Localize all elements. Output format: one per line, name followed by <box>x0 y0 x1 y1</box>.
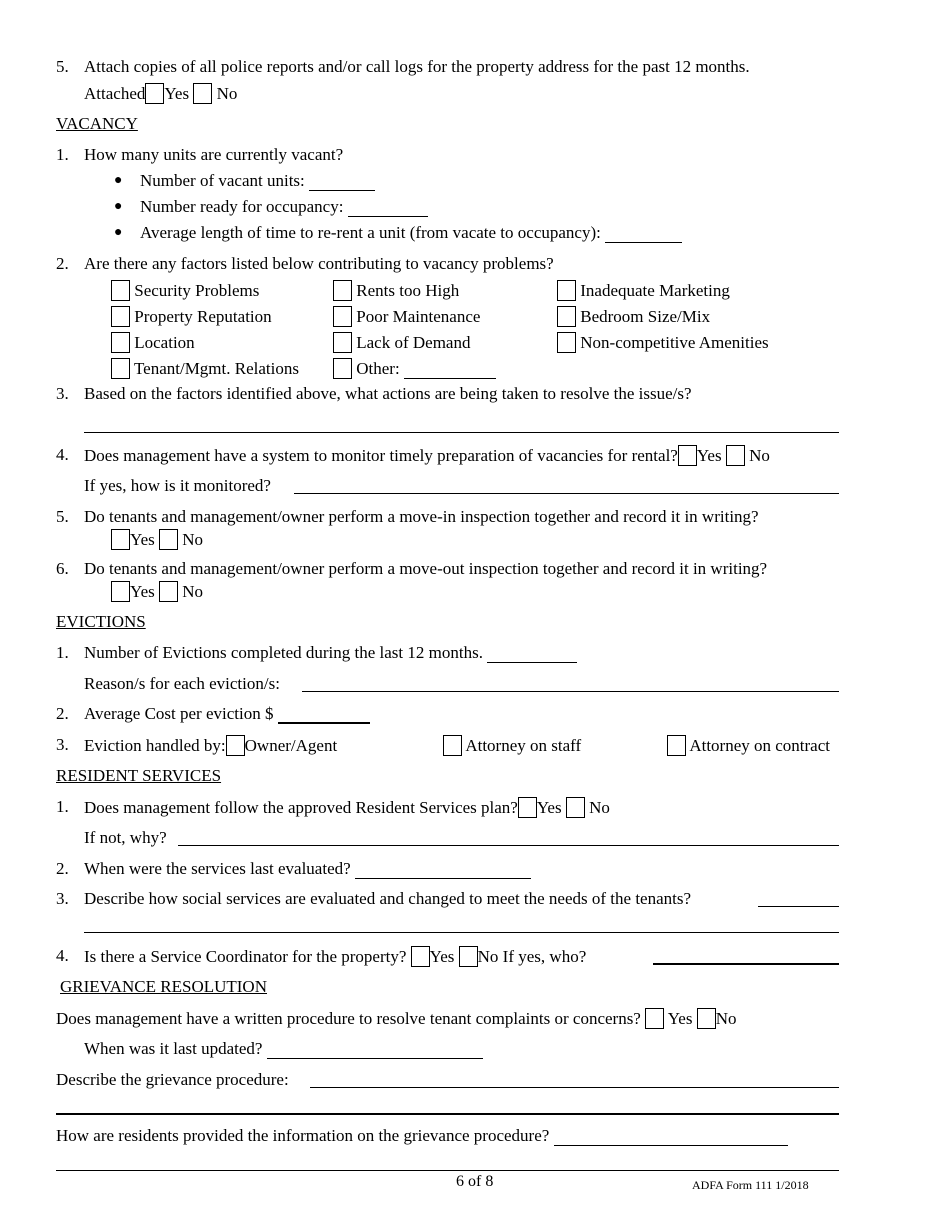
page-number: 6 of 8 <box>456 1173 494 1190</box>
factor-location[interactable] <box>111 332 195 353</box>
checkbox[interactable] <box>333 280 352 301</box>
item-number: 3. <box>56 889 69 908</box>
item-number: 3. <box>56 735 69 754</box>
attorney-staff-checkbox[interactable] <box>443 735 462 756</box>
if-not-why-field[interactable] <box>178 845 839 846</box>
grievance-describe-field[interactable] <box>310 1087 839 1088</box>
grievance-updated-field[interactable] <box>267 1042 483 1059</box>
checkbox[interactable] <box>333 332 352 353</box>
checkbox[interactable] <box>557 332 576 353</box>
factor-security[interactable] <box>111 280 259 301</box>
rerent-time-label: Average length of time to re-rent a unit (from vacate to occupancy): <box>140 223 601 242</box>
attached-no-checkbox[interactable] <box>193 83 212 104</box>
eviction-cost-field[interactable] <box>278 706 370 724</box>
factor-other[interactable] <box>333 358 496 379</box>
item-number: 2. <box>56 254 69 273</box>
grievance-yes-checkbox[interactable] <box>645 1008 664 1029</box>
vacancy-q5-text: Do tenants and management/owner perform a move-in inspection together and record it in writing? <box>84 507 759 526</box>
resident-q4-text: Is there a Service Coordinator for the property? <box>84 947 407 966</box>
other-field[interactable] <box>404 362 496 379</box>
handled-by-text: Eviction handled by: <box>84 736 226 755</box>
resident-q3-text: Describe how social services are evaluated and changed to meet the needs of the tenants? <box>84 889 692 908</box>
factor-reputation[interactable] <box>111 306 272 327</box>
grievance-q1-text: Does management have a written procedure to resolve tenant complaints or concerns? <box>56 1009 641 1028</box>
factor-label: Lack of Demand <box>356 333 471 352</box>
yes-label: Yes <box>696 446 722 465</box>
evictions-count-field[interactable] <box>487 646 577 663</box>
owner-agent-label: Owner/Agent <box>244 736 338 755</box>
factor-relations[interactable] <box>111 358 299 379</box>
monitored-field[interactable] <box>294 493 839 494</box>
checkbox[interactable] <box>557 280 576 301</box>
evictions-q1-text: Number of Evictions completed during the last 12 months. <box>84 643 483 662</box>
vacancy-q4-row <box>84 445 770 466</box>
no-label: No <box>182 582 204 601</box>
section-heading-vacancy: VACANCY <box>56 114 138 133</box>
grievance-how-label: How are residents provided the information on the grievance procedure? <box>56 1126 550 1145</box>
resident-q4-row <box>84 946 586 967</box>
rs-no-checkbox[interactable] <box>566 797 585 818</box>
resident-q1-row <box>84 797 610 818</box>
grievance-updated-label: When was it last updated? <box>84 1039 263 1058</box>
grievance-q1-row <box>56 1008 737 1029</box>
item-number: 5. <box>56 57 69 76</box>
factor-label: Bedroom Size/Mix <box>580 307 711 326</box>
eviction-handled-label <box>84 735 337 756</box>
eviction-reason-label: Reason/s for each eviction/s: <box>84 674 280 693</box>
factor-label: Rents too High <box>356 281 460 300</box>
factor-label: Non-competitive Amenities <box>580 333 769 352</box>
item-number: 2. <box>56 704 69 723</box>
rerent-time-row <box>140 223 682 243</box>
factor-amenities[interactable] <box>557 332 769 353</box>
q6-yes-checkbox[interactable] <box>111 581 130 602</box>
item-number: 1. <box>56 145 69 164</box>
attorney-staff-option[interactable] <box>443 735 581 756</box>
factor-demand[interactable] <box>333 332 470 353</box>
no-label: No <box>749 446 770 465</box>
evictions-q1-row <box>84 643 577 663</box>
describe-field-start[interactable] <box>758 906 839 907</box>
grievance-how-row <box>56 1126 788 1146</box>
vacant-units-row <box>140 171 375 191</box>
factor-label: Inadequate Marketing <box>580 281 730 300</box>
q4-no-checkbox[interactable] <box>726 445 745 466</box>
vacancy-q2-text: Are there any factors listed below contributing to vacancy problems? <box>84 254 554 273</box>
factor-label: Other: <box>356 359 400 378</box>
q6-no-checkbox[interactable] <box>159 581 178 602</box>
grievance-how-field[interactable] <box>554 1129 788 1146</box>
eviction-cost-label: Average Cost per eviction $ <box>84 704 274 723</box>
q5-options <box>111 529 203 550</box>
item-number: 1. <box>56 643 69 662</box>
resident-q2-text: When were the services last evaluated? <box>84 859 351 878</box>
checkbox[interactable] <box>557 306 576 327</box>
section-heading-evictions: EVICTIONS <box>56 612 146 631</box>
if-not-why-label: If not, why? <box>84 828 167 847</box>
form-id: ADFA Form 111 1/2018 <box>692 1178 809 1192</box>
footer-rule <box>56 1170 839 1171</box>
resident-q2-row <box>84 859 531 879</box>
factor-label: Property Reputation <box>134 307 272 326</box>
attorney-contract-checkbox[interactable] <box>667 735 686 756</box>
vacancy-q3-text: Based on the factors identified above, what actions are being taken to resolve the issue/s? <box>84 384 692 403</box>
grievance-describe-label: Describe the grievance procedure: <box>56 1070 289 1089</box>
item-number: 6. <box>56 559 69 578</box>
factor-maintenance[interactable] <box>333 306 480 327</box>
ready-occupancy-label: Number ready for occupancy: <box>140 197 344 216</box>
item-number: 3. <box>56 384 69 403</box>
bullet-icon: ● <box>114 199 123 214</box>
bullet-icon: ● <box>114 173 123 188</box>
bullet-icon: ● <box>114 225 123 240</box>
checkbox[interactable] <box>333 306 352 327</box>
grievance-updated-row <box>84 1039 483 1059</box>
factor-rents[interactable] <box>333 280 459 301</box>
no-label: No <box>182 530 204 549</box>
factor-label: Security Problems <box>134 281 260 300</box>
attorney-contract-label: Attorney on contract <box>689 736 830 755</box>
police-reports-question: Attach copies of all police reports and/or call logs for the property address for the past 12 months. <box>84 57 750 76</box>
no-label: No <box>715 1009 737 1028</box>
coordinator-who-field[interactable] <box>653 963 839 965</box>
rerent-time-field[interactable] <box>605 226 682 243</box>
no-label: No <box>216 84 238 103</box>
q6-options <box>111 581 203 602</box>
item-number: 4. <box>56 445 69 464</box>
vacancy-q4-text: Does management have a system to monitor timely preparation of vacancies for rental? <box>84 446 678 465</box>
no-label: No <box>589 798 610 817</box>
item-number: 4. <box>56 946 69 965</box>
rs-yes-checkbox[interactable] <box>518 797 537 818</box>
yes-label: Yes <box>130 582 155 601</box>
yes-label: Yes <box>429 947 455 966</box>
ready-occupancy-field[interactable] <box>348 200 428 217</box>
attorney-staff-label: Attorney on staff <box>465 736 582 755</box>
resident-q1-text: Does management follow the approved Resident Services plan? <box>84 798 518 817</box>
vacancy-q6-text: Do tenants and management/owner perform a move-out inspection together and record it in writing? <box>84 559 768 578</box>
vacant-units-field[interactable] <box>309 174 375 191</box>
yes-label: Yes <box>667 1009 693 1028</box>
attached-label: Attached <box>84 84 146 103</box>
no-if-yes-who-label: No If yes, who? <box>477 947 587 966</box>
q5-no-checkbox[interactable] <box>159 529 178 550</box>
q4-yes-checkbox[interactable] <box>678 445 697 466</box>
grievance-describe-line[interactable] <box>56 1113 839 1115</box>
yes-label: Yes <box>130 530 155 549</box>
q5-yes-checkbox[interactable] <box>111 529 130 550</box>
yes-label: Yes <box>164 84 190 103</box>
eviction-reason-field[interactable] <box>302 691 839 692</box>
factor-label: Tenant/Mgmt. Relations <box>133 359 299 378</box>
describe-field-line[interactable] <box>84 932 839 933</box>
checkbox[interactable] <box>111 332 130 353</box>
coordinator-yes-checkbox[interactable] <box>411 946 430 967</box>
owner-agent-checkbox[interactable] <box>226 735 245 756</box>
last-evaluated-field[interactable] <box>355 862 531 879</box>
item-number: 2. <box>56 859 69 878</box>
item-number: 5. <box>56 507 69 526</box>
vacancy-q1-text: How many units are currently vacant? <box>84 145 344 164</box>
attorney-contract-option[interactable] <box>667 735 830 756</box>
factor-marketing[interactable] <box>557 280 730 301</box>
yes-label: Yes <box>536 798 562 817</box>
answer-line[interactable] <box>84 432 839 433</box>
item-number: 1. <box>56 797 69 816</box>
grievance-no-checkbox[interactable] <box>697 1008 716 1029</box>
ready-occupancy-row <box>140 197 428 217</box>
section-heading-resident-services: RESIDENT SERVICES <box>56 766 222 785</box>
monitored-label: If yes, how is it monitored? <box>84 476 271 495</box>
checkbox[interactable] <box>111 280 130 301</box>
factor-bedroom[interactable] <box>557 306 710 327</box>
checkbox[interactable] <box>111 358 130 379</box>
vacant-units-label: Number of vacant units: <box>140 171 305 190</box>
factor-label: Poor Maintenance <box>356 307 481 326</box>
checkbox[interactable] <box>111 306 130 327</box>
checkbox[interactable] <box>333 358 352 379</box>
section-heading-grievance: GRIEVANCE RESOLUTION <box>60 977 267 996</box>
coordinator-no-checkbox[interactable] <box>459 946 478 967</box>
attached-yes-checkbox[interactable] <box>145 83 164 104</box>
factor-label: Location <box>134 333 195 352</box>
eviction-cost-row <box>84 704 370 724</box>
police-attached-row <box>84 83 237 104</box>
